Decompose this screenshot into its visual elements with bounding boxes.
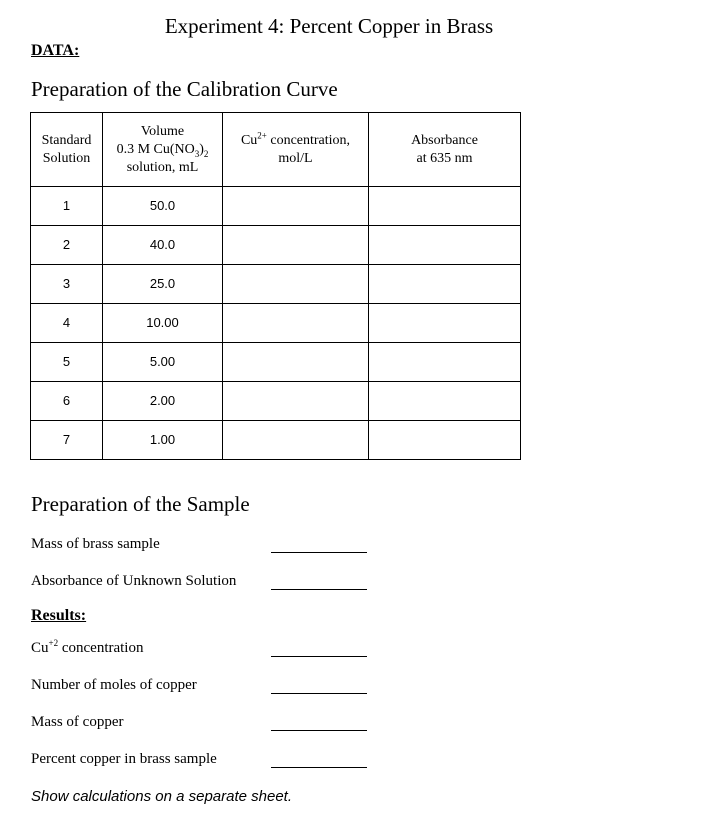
table-row	[31, 226, 521, 265]
standard-number-cell: 4	[31, 304, 103, 343]
absorbance-unknown-label: Absorbance of Unknown Solution	[31, 573, 237, 589]
table-row	[31, 187, 521, 226]
standard-number-cell: 2	[31, 226, 103, 265]
standard-number-cell: 5	[31, 343, 103, 382]
volume-cell: 2.00	[103, 382, 223, 421]
table-row	[31, 343, 521, 382]
absorbance-entry-cell[interactable]	[369, 226, 521, 265]
volume-cell: 1.00	[103, 421, 223, 460]
concentration-entry-cell[interactable]	[223, 421, 369, 460]
calibration-heading: Preparation of the Calibration Curve	[31, 77, 338, 101]
absorbance-entry-cell[interactable]	[369, 187, 521, 226]
header-volume: Volume 0.3 M $Cu(NO_3)_2$ solution, mL	[103, 113, 223, 187]
volume-cell: 25.0	[103, 265, 223, 304]
volume-cell: 40.0	[103, 226, 223, 265]
mass-brass-label: Mass of brass sample	[31, 536, 160, 552]
absorbance-unknown-blank[interactable]	[271, 589, 367, 590]
concentration-entry-cell[interactable]	[223, 226, 369, 265]
percent-copper-blank[interactable]	[271, 767, 367, 768]
absorbance-entry-cell[interactable]	[369, 382, 521, 421]
volume-cell: 5.00	[103, 343, 223, 382]
moles-copper-blank[interactable]	[271, 693, 367, 694]
standard-number-cell: 3	[31, 265, 103, 304]
volume-cell: 10.00	[103, 304, 223, 343]
concentration-entry-cell[interactable]	[223, 343, 369, 382]
sample-heading: Preparation of the Sample	[31, 492, 250, 516]
mass-copper-label: Mass of copper	[31, 714, 124, 730]
header-cu-concentration: $Cu^{2+}$ concentration, mol/L	[223, 113, 369, 187]
table-header-row	[31, 113, 521, 187]
table-row	[31, 304, 521, 343]
mass-brass-blank[interactable]	[271, 552, 367, 553]
percent-copper-label: Percent copper in brass sample	[31, 751, 217, 767]
absorbance-entry-cell[interactable]	[369, 343, 521, 382]
table-row	[31, 265, 521, 304]
concentration-entry-cell[interactable]	[223, 187, 369, 226]
concentration-entry-cell[interactable]	[223, 265, 369, 304]
table-row	[31, 421, 521, 460]
absorbance-entry-cell[interactable]	[369, 421, 521, 460]
standard-number-cell: 6	[31, 382, 103, 421]
header-absorbance: Absorbance at 635 nm	[369, 113, 521, 187]
cu-concentration-label: $Cu^{+2}$ concentration	[31, 638, 144, 656]
standard-number-cell: 7	[31, 421, 103, 460]
results-heading: Results:	[31, 607, 87, 624]
moles-copper-label: Number of moles of copper	[31, 677, 197, 693]
absorbance-entry-cell[interactable]	[369, 304, 521, 343]
concentration-entry-cell[interactable]	[223, 382, 369, 421]
header-standard-solution: Standard Solution	[31, 113, 103, 187]
table-row	[31, 382, 521, 421]
mass-copper-blank[interactable]	[271, 730, 367, 731]
volume-cell: 50.0	[103, 187, 223, 226]
calculations-note: Show calculations on a separate sheet.	[31, 788, 292, 805]
standard-number-cell: 1	[31, 187, 103, 226]
absorbance-entry-cell[interactable]	[369, 265, 521, 304]
document-title: Experiment 4: Percent Copper in Brass	[164, 14, 494, 38]
data-heading: DATA:	[31, 42, 80, 59]
calibration-table	[30, 112, 521, 460]
concentration-entry-cell[interactable]	[223, 304, 369, 343]
cu-concentration-blank[interactable]	[271, 656, 367, 657]
